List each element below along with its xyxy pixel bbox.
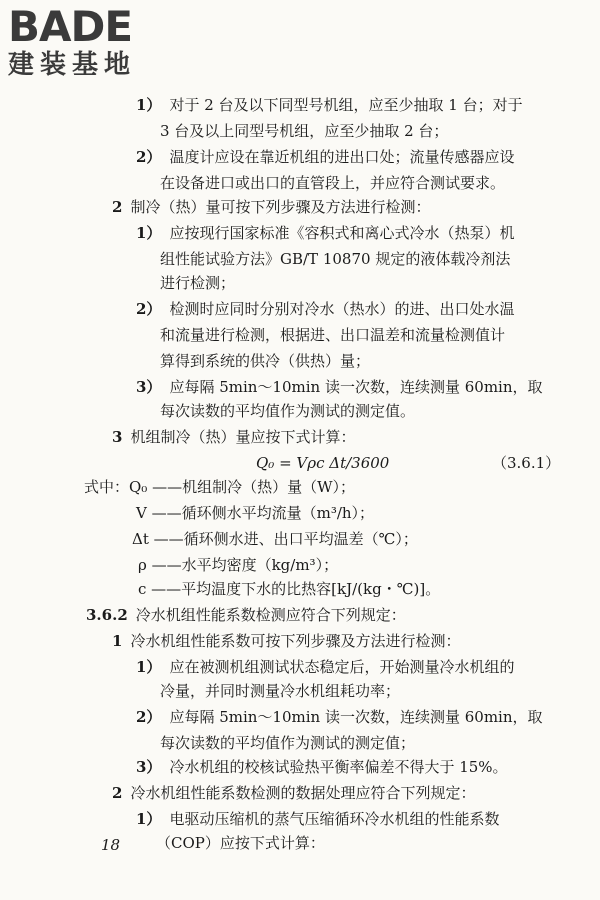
text-line: 每次读数的平均值作为测试的测定值。 xyxy=(160,402,416,420)
text-line: 组性能试验方法》GB/T 10870 规定的液体载冷剂法 xyxy=(160,250,511,268)
bade-logo xyxy=(8,2,136,80)
text-line: 算得到系统的供冷（供热）量； xyxy=(160,352,371,370)
section-heading: 3.6.2 冷水机组性能系数检测应符合下列规定： xyxy=(86,606,406,624)
text-line: ρ ——水平均密度（kg/m³）； xyxy=(138,556,339,574)
text-line: Δt ——循环侧水进、出口平均温差（℃）； xyxy=(132,530,418,548)
text-line: 在设备进口或出口的直管段上，并应符合测试要求。 xyxy=(160,174,506,192)
text-line: 1） 应按现行国家标准《容积式和离心式冷水（热泵）机 xyxy=(136,224,515,242)
text-line: c ——平均温度下水的比热容[kJ/(kg・℃)]。 xyxy=(138,580,441,598)
text-line: 2） 检测时应同时分别对冷水（热水）的进、出口处水温 xyxy=(136,300,515,318)
text-line: 2 冷水机组性能系数检测的数据处理应符合下列规定： xyxy=(112,784,476,802)
text-line: （COP）应按下式计算： xyxy=(156,834,325,852)
text-line: 2） 温度计应设在靠近机组的进出口处；流量传感器应设 xyxy=(136,148,515,166)
text-line: 2） 应每隔 5min～10min 读一次数，连续测量 60min，取 xyxy=(136,708,543,726)
text-line: 3 台及以上同型号机组，应至少抽取 2 台； xyxy=(160,122,449,140)
logo-brand: BADE xyxy=(8,2,133,51)
page-number: 18 xyxy=(101,836,121,854)
logo-subtitle: 建装基地 xyxy=(8,50,137,80)
text-line: 3） 应每隔 5min～10min 读一次数，连续测量 60min，取 xyxy=(136,378,543,396)
text-line: 1） 对于 2 台及以下同型号机组，应至少抽取 1 台；对于 xyxy=(136,96,523,114)
text-line: 1 冷水机组性能系数可按下列步骤及方法进行检测： xyxy=(112,632,461,650)
text-line: 和流量进行检测，根据进、出口温差和流量检测值计 xyxy=(160,326,506,344)
text-line: 3 机组制冷（热）量应按下式计算： xyxy=(112,428,356,446)
text-line: 1） 应在被测机组测试状态稳定后，开始测量冷水机组的 xyxy=(136,658,515,676)
text-line: 进行检测； xyxy=(160,274,236,292)
text-line: 1） 电驱动压缩机的蒸气压缩循环冷水机组的性能系数 xyxy=(136,810,500,828)
text-line: 冷量，并同时测量冷水机组耗功率； xyxy=(160,682,401,700)
text-line: 2 制冷（热）量可按下列步骤及方法进行检测： xyxy=(112,198,431,216)
text-line: 3） 冷水机组的校核试验热平衡率偏差不得大于 15%。 xyxy=(136,758,508,776)
text-line: 每次读数的平均值作为测试的测定值； xyxy=(160,734,416,752)
text-line: V ——循环侧水平均流量（m³/h）； xyxy=(136,504,375,522)
formula-line: Q₀ = Vρc Δt/3600 （3.6.1） xyxy=(256,454,561,472)
text-line: 式中：Q₀ ——机组制冷（热）量（W）； xyxy=(84,478,355,496)
